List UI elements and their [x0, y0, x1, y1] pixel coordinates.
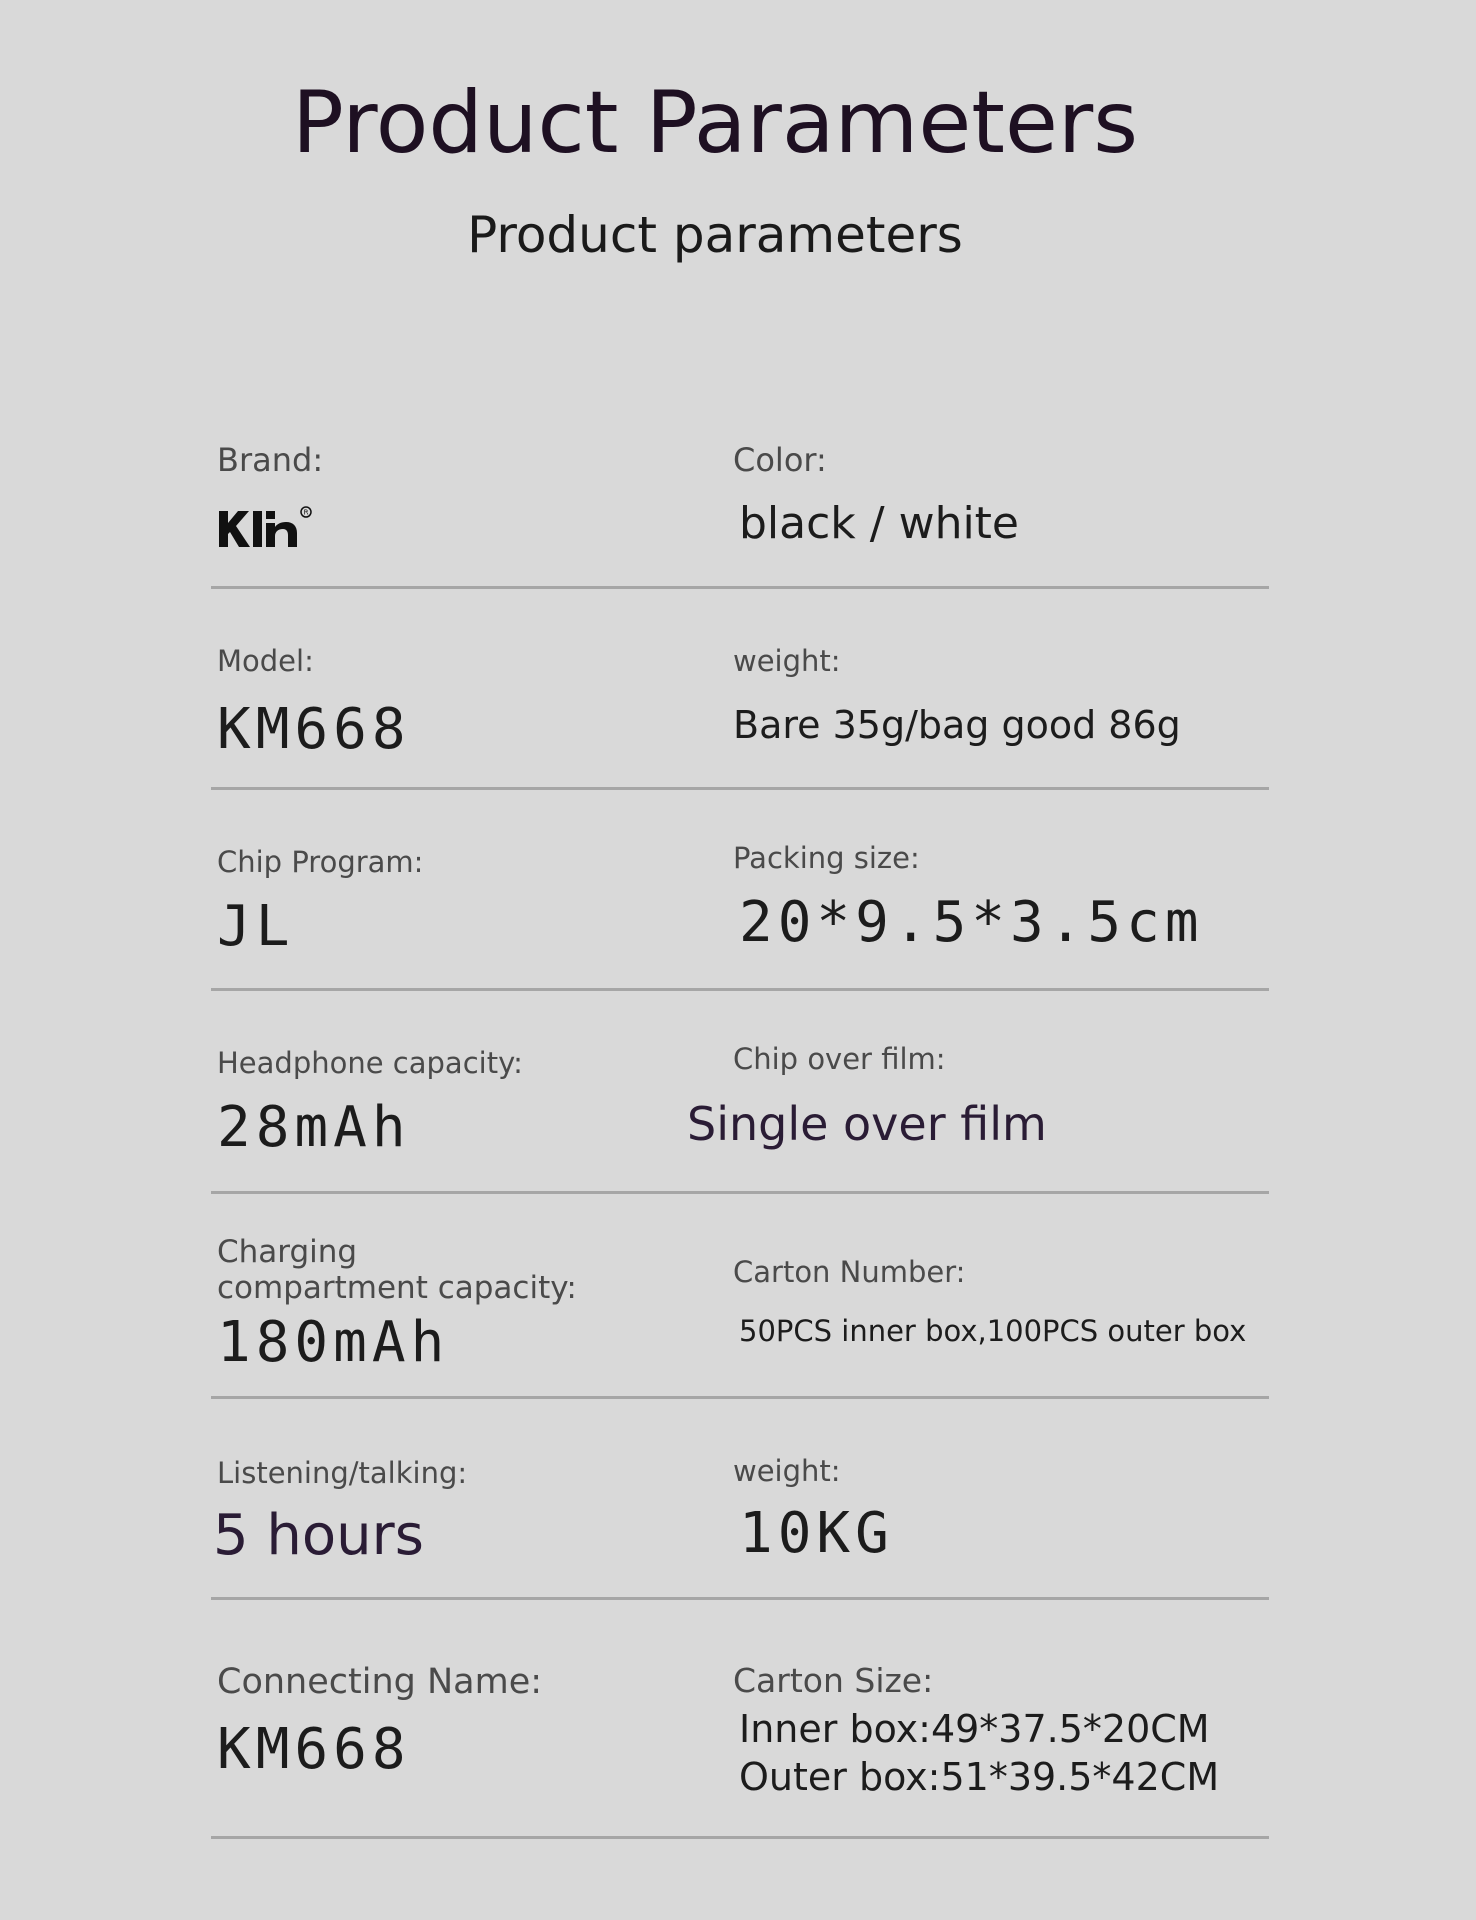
page-subtitle: Product parameters: [467, 206, 963, 264]
weight-value: Bare 35g/bag good 86g: [733, 703, 1181, 748]
carton-size-outer: Outer box:51*39.5*42CM: [739, 1754, 1220, 1799]
model-label: Model:: [217, 644, 314, 678]
param-carton-weight: [733, 1455, 1269, 1567]
color-value: black / white: [739, 497, 1020, 549]
param-brand: [217, 442, 697, 553]
listening-value: 5 hours: [213, 1503, 424, 1569]
carton-number-label: Carton Number:: [733, 1255, 966, 1289]
chip-film-value: Single over film: [687, 1097, 1047, 1152]
packing-size-label: Packing size:: [733, 841, 920, 875]
param-carton-size: [733, 1662, 1269, 1799]
param-row-chip-packing: [211, 790, 1269, 991]
param-weight: [733, 645, 1269, 748]
page-title: Product Parameters: [291, 73, 1139, 173]
color-label: Color:: [733, 441, 827, 479]
packing-size-value: 20*9.5*3.5cm: [739, 890, 1204, 956]
klin-logo-icon: [217, 505, 313, 553]
param-charging-capacity: [217, 1234, 697, 1375]
svg-text:R: R: [303, 508, 309, 517]
param-row-connecting-carton-size: [211, 1600, 1269, 1839]
carton-weight-value: 10KG: [739, 1501, 894, 1567]
listening-label: Listening/talking:: [217, 1456, 468, 1490]
chip-program-label: Chip Program:: [217, 845, 424, 879]
weight-label: weight:: [733, 644, 841, 678]
charging-capacity-label: Charging compartment capacity:: [217, 1234, 577, 1307]
chip-program-value: JL: [217, 894, 295, 960]
param-listening: [213, 1456, 697, 1569]
chip-film-label: Chip over film:: [733, 1042, 946, 1076]
connecting-name-value: KM668: [217, 1717, 411, 1783]
param-row-capacity-film: [211, 991, 1269, 1194]
param-chip-program: [217, 846, 697, 960]
param-chip-film: [687, 1042, 1269, 1152]
param-packing-size: [733, 842, 1269, 956]
param-carton-number: [733, 1256, 1269, 1349]
carton-number-value: 50PCS inner box,100PCS outer box: [739, 1314, 1247, 1349]
carton-size-inner: Inner box:49*37.5*20CM: [739, 1706, 1210, 1751]
param-row-charging-carton: [211, 1194, 1269, 1399]
brand-label: Brand:: [217, 441, 324, 479]
param-row-brand-color: [211, 420, 1269, 589]
parameters-table: [211, 420, 1269, 1839]
headphone-capacity-value: 28mAh: [217, 1095, 411, 1161]
headphone-capacity-label: Headphone capacity:: [217, 1046, 523, 1080]
param-row-model-weight: [211, 589, 1269, 790]
param-model: [217, 645, 697, 763]
param-row-listening-weight: [211, 1399, 1269, 1600]
charging-capacity-value: 180mAh: [217, 1309, 450, 1375]
param-connecting-name: [217, 1662, 697, 1783]
carton-size-label: Carton Size:: [733, 1661, 934, 1700]
carton-weight-label: weight:: [733, 1454, 841, 1488]
connecting-name-label: Connecting Name:: [217, 1662, 543, 1702]
param-headphone-capacity: [217, 1047, 697, 1161]
model-value: KM668: [217, 697, 411, 763]
param-color: [733, 442, 1269, 549]
